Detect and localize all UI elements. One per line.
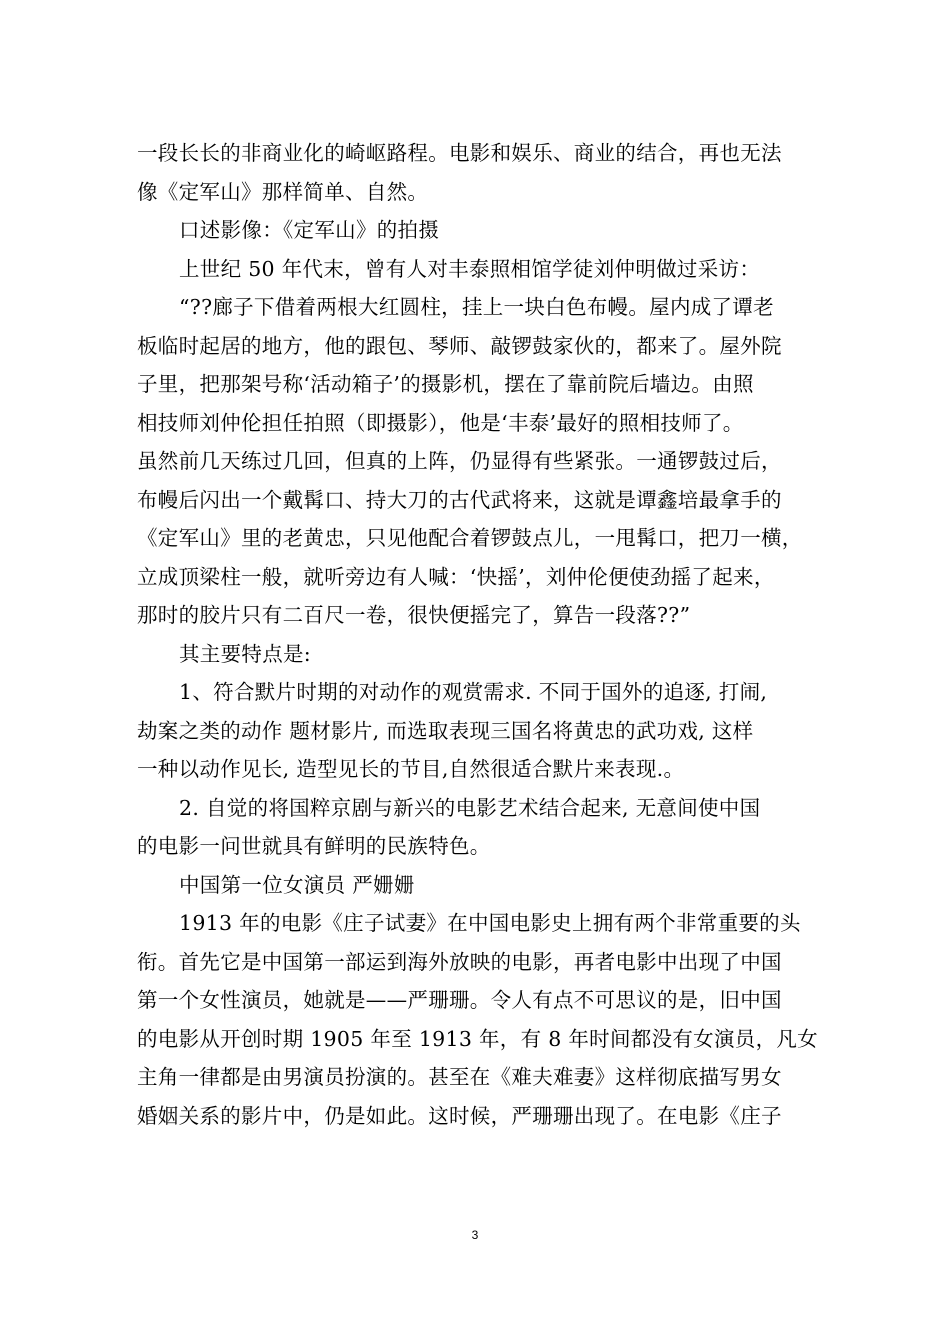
text-line: 像《定军山》那样简单、自然。 — [137, 179, 429, 204]
text-line: 口述影像：《定军山》的拍摄 — [179, 218, 440, 242]
text-line: 第一个女性演员，她就是——严珊珊。令人有点不可思议的是，旧中国 — [137, 988, 782, 1012]
text-line: 子里，把那架号称‘活动箱子’的摄影机，摆在了靠前院后墙边。由照 — [137, 372, 754, 396]
text-line: 中国第一位女演员 严姗姗 — [179, 872, 415, 897]
paragraph-feature-1 — [137, 673, 837, 789]
paragraph-first-actress — [137, 904, 837, 1135]
text-line: 一种以动作见长, 造型见长的节目,自然很适合默片来表现.。 — [137, 757, 685, 781]
text-line: 2. 自觉的将国粹京剧与新兴的电影艺术结合起来, 无意间使中国 — [179, 795, 761, 820]
text-line: “??廊子下借着两根大红圆柱，挂上一块白色布幔。屋内成了谭老 — [179, 295, 774, 319]
text-line: 布幔后闪出一个戴髯口、持大刀的古代武将来，这就是谭鑫培最拿手的 — [137, 487, 782, 512]
section-heading-dingjunshan-filming — [137, 211, 837, 250]
text-line: 劫案之类的动作 题材影片, 而选取表现三国名将黄忠的武功戏, 这样 — [137, 718, 754, 743]
page-number: 3 — [471, 1228, 479, 1242]
text-line: 1、符合默片时期的对动作的观赏需求. 不同于国外的追逐, 打闹, — [179, 680, 768, 704]
text-line: 婚姻关系的影片中，仍是如此。这时候，严珊珊出现了。在电影《庄子 — [137, 1103, 782, 1128]
text-line: 其主要特点是: — [179, 641, 312, 666]
text-line: 1913 年的电影《庄子试妻》在中国电影史上拥有两个非常重要的头 — [179, 911, 801, 935]
text-line: 上世纪 50 年代末，曾有人对丰泰照相馆学徒刘仲明做过采访： — [179, 256, 761, 281]
text-line: 的电影从开创时期 1905 年至 1913 年，有 8 年时间都没有女演员，凡女 — [137, 1026, 818, 1051]
text-line: 板临时起居的地方，他的跟包、琴师、敲锣鼓家伙的，都来了。屋外院 — [137, 333, 782, 358]
paragraph-interview-intro — [137, 250, 837, 289]
section-heading-first-actress — [137, 866, 837, 905]
paragraph-interview-quote — [137, 288, 837, 635]
document-body — [137, 134, 837, 1135]
text-line: 虽然前几天练过几回，但真的上阵，仍显得有些紧张。一通锣鼓过后， — [137, 449, 782, 473]
text-line: 立成顶梁柱一般，就听旁边有人喊：‘快摇’，刘仲伦便使劲摇了起来， — [137, 564, 775, 589]
text-line: 一段长长的非商业化的崎岖路程。电影和娱乐、商业的结合，再也无法 — [137, 141, 782, 165]
paragraph-continuation — [137, 134, 837, 211]
paragraph-features-intro — [137, 635, 837, 674]
text-line: 的电影一问世就具有鲜明的民族特色。 — [137, 834, 491, 858]
paragraph-feature-2 — [137, 789, 837, 866]
text-line: 那时的胶片只有二百尺一卷，很快便摇完了，算告一段落??” — [137, 603, 691, 627]
text-line: 《定军山》里的老黄忠，只见他配合着锣鼓点儿，一甩髯口，把刀一横， — [137, 526, 803, 550]
text-line: 主角一律都是由男演员扮演的。甚至在《难夫难妻》这样彻底描写男女 — [137, 1065, 782, 1089]
text-line: 相技师刘仲伦担任拍照（即摄影），他是‘丰泰’最好的照相技师了。 — [137, 410, 744, 435]
text-line: 衔。首先它是中国第一部运到海外放映的电影，再者电影中出现了中国 — [137, 949, 782, 974]
